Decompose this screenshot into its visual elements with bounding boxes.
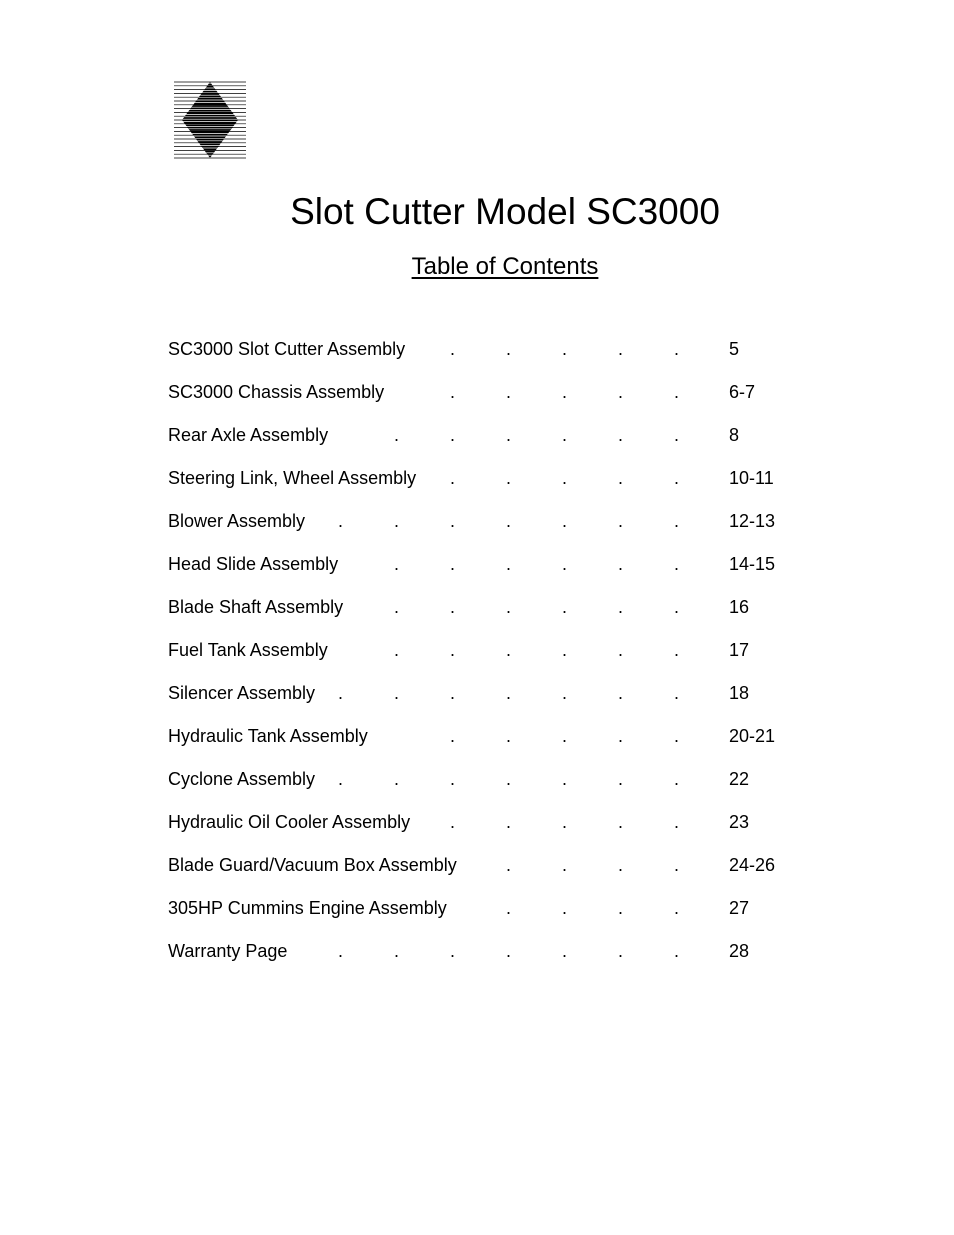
toc-entry-title: Blade Guard/Vacuum Box Assembly [168, 855, 457, 875]
toc-entry-page: 18 [729, 683, 750, 703]
toc-entry-page: 12-13 [729, 511, 776, 531]
toc-leader-dot: . [506, 339, 512, 359]
toc-leader-dot: . [506, 855, 512, 875]
toc-entry[interactable] [168, 809, 868, 852]
toc-leader-dot: . [506, 468, 512, 488]
toc-entry-title: SC3000 Slot Cutter Assembly [168, 339, 406, 359]
toc-leader-dot: . [674, 726, 680, 746]
toc-leader-dot: . [506, 812, 512, 832]
toc-leader-dot: . [674, 941, 680, 961]
toc-leader-dot: . [674, 855, 680, 875]
toc-entry[interactable] [168, 637, 868, 680]
toc-leader-dot: . [394, 769, 400, 789]
toc-leader-dot: . [450, 339, 456, 359]
toc-entry-title: Cyclone Assembly [168, 769, 316, 789]
toc-leader-dot: . [674, 511, 680, 531]
toc-leader-dot: . [618, 898, 624, 918]
toc-entry-title: Blower Assembly [168, 511, 306, 531]
toc-entry-page: 20-21 [729, 726, 776, 746]
toc-leader-dot: . [562, 769, 568, 789]
toc-entry[interactable] [168, 766, 868, 809]
toc-leader-dot: . [506, 382, 512, 402]
toc-leader-dot: . [618, 597, 624, 617]
toc-entry-page: 22 [729, 769, 750, 789]
toc-leader-dot: . [674, 597, 680, 617]
toc-leader-dot: . [618, 812, 624, 832]
toc-leader-dot: . [450, 425, 456, 445]
toc-entry-page: 14-15 [729, 554, 776, 574]
toc-entry[interactable] [168, 723, 868, 766]
toc-leader-dot: . [506, 769, 512, 789]
toc-leader-dot: . [394, 640, 400, 660]
toc-entry[interactable] [168, 852, 868, 895]
toc-leader-dot: . [674, 898, 680, 918]
toc-leader-dot: . [618, 511, 624, 531]
toc-leader-dot: . [562, 640, 568, 660]
toc-leader-dot: . [674, 425, 680, 445]
toc-leader-dot: . [506, 683, 512, 703]
toc-leader-dot: . [562, 382, 568, 402]
toc-leader-dot: . [394, 683, 400, 703]
toc-leader-dot: . [674, 554, 680, 574]
toc-leader-dot: . [506, 941, 512, 961]
toc-entry-page: 16 [729, 597, 750, 617]
toc-leader-dot: . [506, 511, 512, 531]
toc-entry-title: Warranty Page [168, 941, 288, 961]
toc-leader-dot: . [618, 726, 624, 746]
toc-leader-dot: . [450, 511, 456, 531]
toc-entry-page: 17 [729, 640, 750, 660]
toc-entry-title: Head Slide Assembly [168, 554, 339, 574]
toc-leader-dot: . [450, 468, 456, 488]
toc-leader-dot: . [394, 554, 400, 574]
toc-leader-dot: . [450, 382, 456, 402]
toc-leader-dot: . [450, 683, 456, 703]
toc-entry-page: 8 [729, 425, 740, 445]
toc-leader-dot: . [562, 812, 568, 832]
toc-leader-dot: . [562, 468, 568, 488]
toc-leader-dot: . [506, 898, 512, 918]
toc-leader-dot: . [618, 382, 624, 402]
toc-leader-dot: . [562, 425, 568, 445]
toc-leader-dot: . [674, 640, 680, 660]
toc-leader-dot: . [506, 597, 512, 617]
toc-leader-dot: . [450, 597, 456, 617]
toc-leader-dot: . [618, 683, 624, 703]
toc-leader-dot: . [338, 683, 344, 703]
toc-entry[interactable] [168, 379, 868, 422]
toc-leader-dot: . [394, 511, 400, 531]
toc-leader-dot: . [562, 941, 568, 961]
toc-leader-dot: . [562, 511, 568, 531]
toc-entry-title: Rear Axle Assembly [168, 425, 329, 445]
toc-leader-dot: . [450, 941, 456, 961]
toc-leader-dot: . [338, 769, 344, 789]
toc-leader-dot: . [506, 726, 512, 746]
toc-leader-dot: . [618, 640, 624, 660]
toc-leader-dot: . [674, 812, 680, 832]
toc-entry-page: 10-11 [729, 468, 774, 488]
page-title: Slot Cutter Model SC3000 [290, 191, 720, 232]
toc-leader-dot: . [562, 597, 568, 617]
toc-entry[interactable] [168, 895, 868, 938]
toc-entry[interactable] [168, 422, 868, 465]
toc-entry-title: Hydraulic Oil Cooler Assembly [168, 812, 411, 832]
toc-entry[interactable] [168, 938, 868, 981]
toc-leader-dot: . [506, 640, 512, 660]
toc-entry-page: 24-26 [729, 855, 776, 875]
toc-leader-dot: . [674, 769, 680, 789]
toc-leader-dot: . [674, 468, 680, 488]
toc-entry-title: 305HP Cummins Engine Assembly [168, 898, 447, 918]
toc-leader-dot: . [506, 425, 512, 445]
toc-leader-dot: . [618, 769, 624, 789]
toc-leader-dot: . [338, 511, 344, 531]
toc-leader-dot: . [562, 898, 568, 918]
toc-entry[interactable] [168, 336, 868, 379]
toc-entry-page: 28 [729, 941, 750, 961]
toc-leader-dot: . [618, 425, 624, 445]
toc-entry-title: Blade Shaft Assembly [168, 597, 344, 617]
toc-entry-title: SC3000 Chassis Assembly [168, 382, 385, 402]
toc-leader-dot: . [450, 812, 456, 832]
toc-entry[interactable] [168, 680, 868, 723]
toc-leader-dot: . [450, 769, 456, 789]
toc-entry-title: Steering Link, Wheel Assembly [168, 468, 417, 488]
toc-leader-dot: . [562, 339, 568, 359]
toc-leader-dot: . [562, 683, 568, 703]
toc-leader-dot: . [506, 554, 512, 574]
toc-entry[interactable] [168, 551, 868, 594]
toc-entry-title: Hydraulic Tank Assembly [168, 726, 368, 746]
toc-leader-dot: . [674, 382, 680, 402]
toc-entry[interactable] [168, 465, 868, 508]
toc-entry-title: Fuel Tank Assembly [168, 640, 328, 660]
toc-leader-dot: . [450, 554, 456, 574]
toc-leader-dot: . [674, 683, 680, 703]
toc-entry-page: 23 [729, 812, 750, 832]
toc-entry[interactable] [168, 508, 868, 551]
toc-leader-dot: . [450, 640, 456, 660]
toc-leader-dot: . [618, 941, 624, 961]
toc-leader-dot: . [562, 726, 568, 746]
toc-leader-dot: . [338, 941, 344, 961]
table-of-contents [168, 336, 868, 981]
toc-leader-dot: . [450, 726, 456, 746]
toc-heading: Table of Contents [411, 253, 599, 280]
toc-entry-page: 5 [729, 339, 740, 359]
toc-leader-dot: . [618, 339, 624, 359]
toc-leader-dot: . [618, 468, 624, 488]
toc-leader-dot: . [674, 339, 680, 359]
toc-entry-page: 27 [729, 898, 750, 918]
toc-leader-dot: . [618, 855, 624, 875]
toc-leader-dot: . [618, 554, 624, 574]
striped-diamond-logo-icon [174, 80, 246, 160]
toc-leader-dot: . [394, 941, 400, 961]
toc-leader-dot: . [562, 855, 568, 875]
toc-entry[interactable] [168, 594, 868, 637]
toc-leader-dot: . [394, 597, 400, 617]
toc-leader-dot: . [394, 425, 400, 445]
toc-entry-page: 6-7 [729, 382, 756, 402]
company-logo [174, 80, 246, 160]
toc-entry-title: Silencer Assembly [168, 683, 316, 703]
toc-leader-dot: . [562, 554, 568, 574]
